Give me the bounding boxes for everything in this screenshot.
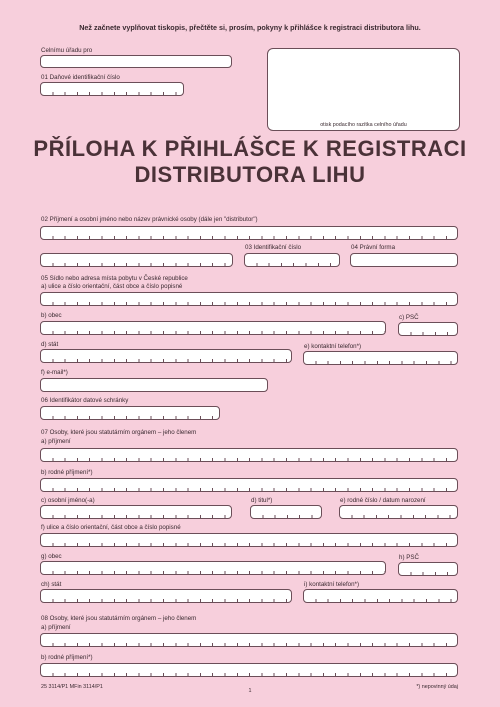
statutory-07-surname-field[interactable] xyxy=(40,448,458,462)
customs-office-field[interactable] xyxy=(40,55,232,68)
statutory-07-birth-no-field[interactable] xyxy=(339,505,458,519)
statutory-07-surname-label: a) příjmení xyxy=(41,438,71,445)
distributor-name-field-2[interactable] xyxy=(40,253,233,267)
statutory-07-label: 07 Osoby, které jsou statutárním orgánem – jeho členem xyxy=(41,429,197,436)
seat-phone-field[interactable] xyxy=(303,351,458,365)
seat-phone-label: e) kontaktní telefon*) xyxy=(304,343,362,350)
statutory-07-street-label: f) ulice a číslo orientační, část obce a číslo popisné xyxy=(41,524,181,531)
tax-id-field[interactable] xyxy=(40,82,184,96)
data-box-label: 06 Identifikátor datové schránky xyxy=(41,397,129,404)
seat-state-label: d) stát xyxy=(41,341,59,348)
data-box-field[interactable] xyxy=(40,406,220,420)
form-title-line1: PŘÍLOHA K PŘIHLÁŠCE K REGISTRACI xyxy=(33,136,467,161)
seat-street-label: a) ulice a číslo orientační, část obce a číslo popisné xyxy=(41,283,183,290)
statutory-07-state-field[interactable] xyxy=(40,589,292,603)
statutory-07-degree-label: d) titul*) xyxy=(251,497,273,504)
seat-city-field[interactable] xyxy=(40,321,386,335)
statutory-07-zip-field[interactable] xyxy=(398,562,458,576)
statutory-08-surname-label: a) příjmení xyxy=(41,624,71,631)
seat-street-field[interactable] xyxy=(40,292,458,306)
statutory-08-birth-surname-label: b) rodné příjmení*) xyxy=(41,654,93,661)
seat-city-label: b) obec xyxy=(41,312,62,319)
seat-email-field[interactable] xyxy=(40,378,268,392)
stamp-caption: otisk podacího razítka celního úřadu xyxy=(320,122,407,128)
seat-label: 05 Sídlo nebo adresa místa pobytu v České republice xyxy=(41,275,188,282)
customs-office-label: Celnímu úřadu pro xyxy=(41,47,93,54)
statutory-08-label: 08 Osoby, které jsou statutárním orgánem – jeho členem xyxy=(41,615,197,622)
legal-form-label: 04 Právní forma xyxy=(351,244,396,251)
statutory-07-phone-field[interactable] xyxy=(303,589,458,603)
statutory-08-surname-field[interactable] xyxy=(40,633,458,647)
statutory-07-birth-surname-field[interactable] xyxy=(40,478,458,492)
statutory-07-first-name-field[interactable] xyxy=(40,505,232,519)
form-instruction: Než začnete vyplňovat tiskopis, přečtěte si, prosím, pokyny k přihlášce k registraci distributora lihu. xyxy=(79,23,421,32)
ico-label: 03 Identifikační číslo xyxy=(245,244,302,251)
statutory-07-city-field[interactable] xyxy=(40,561,386,575)
statutory-08-birth-surname-field[interactable] xyxy=(40,663,458,677)
legal-form-field[interactable] xyxy=(350,253,458,267)
seat-state-field[interactable] xyxy=(40,349,292,363)
statutory-07-first-name-label: c) osobní jméno(-a) xyxy=(41,497,95,504)
distributor-name-field[interactable] xyxy=(40,226,458,240)
stamp-box xyxy=(267,48,460,131)
statutory-07-phone-label: i) kontaktní telefon*) xyxy=(304,581,360,588)
seat-zip-field[interactable] xyxy=(398,322,458,336)
optional-note: *) nepovinný údaj xyxy=(416,684,458,690)
statutory-07-birth-no-label: e) rodné číslo / datum narození xyxy=(340,497,426,504)
form-title-line2: DISTRIBUTORA LIHU xyxy=(134,162,366,187)
seat-zip-label: c) PSČ xyxy=(399,314,419,321)
statutory-07-state-label: ch) stát xyxy=(41,581,62,588)
statutory-07-street-field[interactable] xyxy=(40,533,458,547)
ico-field[interactable] xyxy=(244,253,340,267)
statutory-07-city-label: g) obec xyxy=(41,553,62,560)
statutory-07-zip-label: h) PSČ xyxy=(399,554,419,561)
distributor-name-label: 02 Příjmení a osobní jméno nebo název právnické osoby (dále jen "distributor") xyxy=(41,216,258,223)
statutory-07-degree-field[interactable] xyxy=(250,505,322,519)
page-number: 1 xyxy=(248,688,252,694)
tax-id-label: 01 Daňové identifikační číslo xyxy=(41,74,120,81)
form-code: 25 3114/P1 MFin 3114/P1 xyxy=(41,684,103,690)
seat-email-label: f) e-mail*) xyxy=(41,369,68,376)
statutory-07-birth-surname-label: b) rodné příjmení*) xyxy=(41,469,93,476)
